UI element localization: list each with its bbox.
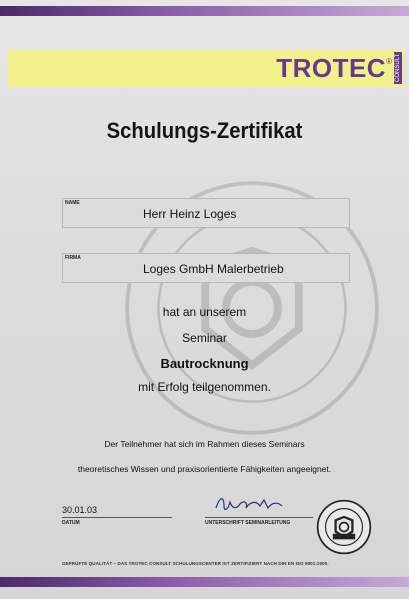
brand-consult: CONSULT [395, 53, 401, 82]
line-seminar: Seminar [182, 331, 227, 345]
line-participated-at: hat an unserem [162, 305, 247, 319]
signature-icon [212, 490, 292, 518]
company-field [62, 253, 350, 283]
date-rule [62, 517, 172, 518]
name-label: NAME [65, 200, 80, 206]
signature-rule [205, 517, 313, 518]
statement-line-2: theoretisches Wissen und praxisorientierte Fähigkeiten angeeignet. [77, 464, 332, 474]
company-value: Loges GmbH Malerbetrieb [143, 262, 284, 276]
brand-name: TROTEC [276, 52, 387, 83]
name-value: Herr Heinz Loges [143, 207, 237, 221]
footer-note: GEPRÜFTE QUALITÄT – DAS TROTEC CONSULT SCHULUNGSCENTER IST ZERTIFIZIERT NACH DIN EN ISO 9001:2000. [62, 561, 329, 566]
bottom-stripe [0, 577, 409, 587]
trotec-logo [212, 51, 402, 85]
name-field [62, 198, 350, 228]
signature-label: UNTERSCHRIFT SEMINARLEITUNG [205, 520, 291, 526]
line-success: mit Erfolg teilgenommen. [138, 380, 271, 394]
registered-mark: ® [386, 56, 392, 66]
company-label: FIRMA [65, 255, 81, 261]
date-value: 30.01.03 [62, 505, 98, 515]
seminar-title: Bautrocknung [160, 356, 249, 371]
iso-seal-icon [316, 499, 372, 555]
date-label: DATUM [62, 520, 80, 526]
top-stripe [0, 6, 409, 16]
statement-line-1: Der Teilnehmer hat sich im Rahmen dieses Seminars [104, 439, 305, 449]
page-title: Schulungs-Zertifikat [106, 118, 303, 143]
